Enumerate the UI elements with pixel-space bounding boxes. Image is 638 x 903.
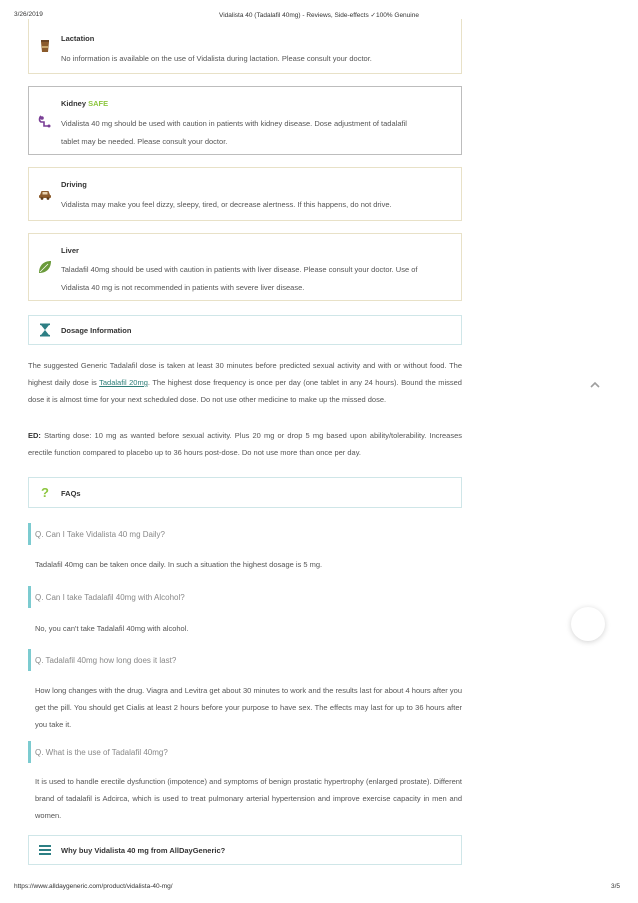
why-buy-section-header[interactable]	[28, 835, 462, 865]
kidney-icon	[38, 114, 52, 128]
kidney-title-text: Kidney	[61, 99, 87, 108]
kidney-card	[28, 86, 462, 155]
safe-badge: SAFE	[88, 99, 109, 108]
ed-label: ED:	[28, 431, 41, 440]
dosage-text-a: The suggested Generic Tadalafil dose is taken at least 30 minutes before predicted sexual activity and with or without food. The highest daily dose is	[28, 361, 462, 387]
faq-accent-bar	[28, 523, 31, 545]
chevron-up-icon[interactable]	[590, 381, 600, 389]
lactation-text: No information is available on the use of Vidalista during lactation. Please consult your doctor.	[61, 54, 372, 63]
liver-text	[61, 261, 449, 297]
faq-question[interactable]: Q. Can I take Tadalafil 40mg with Alcohol?	[35, 593, 185, 602]
print-footer-page-number: 3/5	[610, 883, 620, 890]
liver-card	[28, 233, 462, 301]
faq-question[interactable]: Q. Tadalafil 40mg how long does it last?	[35, 656, 177, 665]
faq-accent-bar	[28, 741, 31, 763]
faq-accent-bar	[28, 586, 31, 608]
faq-answer: It is used to handle erectile dysfunction (impotence) and symptoms of benign prostatic hypertrophy (enlarged prostate). Different brand of tadalafil is Adcirca, which is used to treat pulmonary arterial hypertension and improve exercise capacity in men and women.	[35, 777, 462, 820]
faq-accent-bar	[28, 649, 31, 671]
ed-text: Starting dose: 10 mg as wanted before sexual activity. Plus 20 mg or drop 5 mg based upon ability/tolerability. Increases erectile function compared to placebo up to 36 hours post-dose. Do not use more than once per day.	[28, 431, 462, 457]
dosage-title: Dosage Information	[61, 326, 132, 335]
liver-text-line-2: Vidalista 40 mg is not recommended in patients with severe liver disease.	[61, 283, 305, 292]
faq-question[interactable]: Q. Can I Take Vidalista 40 mg Daily?	[35, 530, 165, 539]
kidney-title	[61, 99, 108, 108]
print-footer-url: https://www.alldaygeneric.com/product/vidalista-40-mg/	[14, 883, 173, 890]
liver-text-line-1: Taladafil 40mg should be used with caution in patients with liver disease. Please consult your doctor. Use of	[61, 265, 418, 274]
dosage-text-b: . The highest dose frequency is once per day (one tablet in any 24 hours). Bound the missed dose it is almost time for your next scheduled dose. Do not use other medicine to make up the missed dose.	[28, 378, 462, 404]
tadalafil-20mg-link[interactable]: Tadalafil 20mg	[99, 378, 148, 387]
menu-lines-icon	[38, 843, 52, 857]
faq-answer: How long changes with the drug. Viagra and Levitra get about 30 minutes to work and the results last for about 4 hours after you get the pill. You should get Cialis at least 2 hours before your purpose to have sex. The effects may last for up to 36 hours after you take it.	[35, 686, 462, 729]
kidney-text	[61, 115, 449, 151]
kidney-text-line-2: tablet may be needed. Please consult your doctor.	[61, 137, 228, 146]
question-mark-icon: ?	[41, 484, 49, 500]
lactation-title: Lactation	[61, 34, 95, 43]
why-buy-title: Why buy Vidalista 40 mg from AllDayGeneric?	[61, 846, 226, 855]
cup-icon	[38, 39, 52, 53]
lactation-card	[28, 19, 462, 74]
kidney-text-line-1: Vidalista 40 mg should be used with caution in patients with kidney disease. Dose adjustment of tadalafil	[61, 119, 407, 128]
liver-title: Liver	[61, 246, 79, 255]
print-header-title: Vidalista 40 (Tadalafil 40mg) - Reviews, Side-effects ✓100% Genuine	[219, 12, 419, 19]
faq-question[interactable]: Q. What is the use of Tadalafil 40mg?	[35, 748, 168, 757]
ed-paragraph	[28, 427, 462, 461]
faqs-section-header[interactable]	[28, 477, 462, 508]
dosage-section-header[interactable]	[28, 315, 462, 345]
driving-card	[28, 167, 462, 221]
faq-answer: No, you can't take Tadalafil 40mg with alcohol.	[35, 624, 189, 633]
faq-answer: Tadalafil 40mg can be taken once daily. In such a situation the highest dosage is 5 mg.	[35, 560, 323, 569]
faqs-title: FAQs	[61, 489, 81, 498]
dosage-paragraph	[28, 357, 462, 408]
leaf-icon	[38, 260, 52, 274]
driving-title: Driving	[61, 180, 87, 189]
car-icon	[38, 187, 52, 201]
driving-text: Vidalista may make you feel dizzy, sleepy, tired, or decrease alertness. If this happens, do not drive.	[61, 200, 392, 209]
hourglass-icon	[38, 323, 52, 337]
print-header-date: 3/26/2019	[14, 11, 43, 18]
floating-action-button[interactable]	[571, 607, 605, 641]
